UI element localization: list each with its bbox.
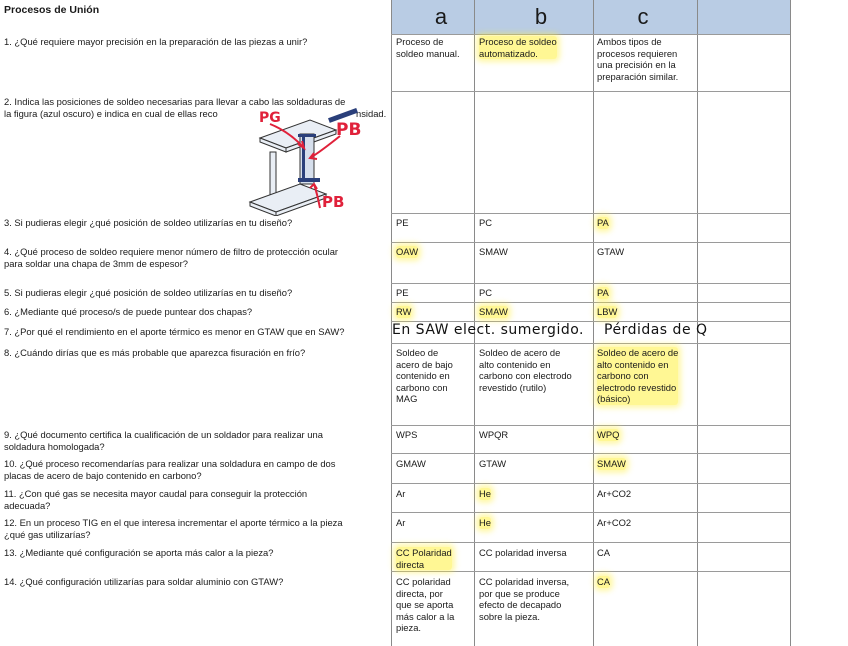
answer-12b: He [479, 517, 491, 528]
answer-11b: He [479, 488, 491, 499]
answer-3b: PC [479, 217, 493, 228]
grid-hline [391, 453, 790, 454]
grid-hline [391, 34, 790, 35]
question-3: 3. Si pudieras elegir ¿qué posición de soldeo utilizarías en tu diseño? [4, 217, 293, 228]
handwritten-answer-7: En SAW elect. sumergido. [392, 322, 584, 338]
grid-hline [391, 425, 790, 426]
question-2: 2. Indica las posiciones de soldeo necesarias para llevar a cabo las soldaduras de la figura (azul oscuro) e indica en cual de ellas reco [4, 96, 346, 119]
answer-4b: SMAW [479, 246, 508, 257]
column-header-b: b [534, 4, 548, 29]
answer-9b: WPQR [479, 429, 509, 440]
answer-4a: OAW [396, 246, 419, 257]
answer-10c: SMAW [597, 458, 626, 469]
answer-3c: PA [597, 217, 609, 228]
question-4: 4. ¿Qué proceso de soldeo requiere menor número de filtro de protección ocular para soldar una chapa de 3mm de espesor? [4, 246, 339, 269]
answer-12c: Ar+CO2 [597, 517, 632, 528]
answer-8c: Soldeo de acero de alto contenido en carbono con electrodo revestido (básico) [597, 347, 679, 405]
question-1: 1. ¿Qué requiere mayor precisión en la preparación de las piezas a unir? [4, 36, 308, 47]
answer-4c: GTAW [597, 246, 625, 257]
answer-1a: Proceso de soldeo manual. [396, 36, 460, 59]
answer-9c: WPQ [597, 429, 620, 440]
weld-bottom [298, 178, 320, 182]
question-13: 13. ¿Mediante qué configuración se aporta más calor a la pieza? [4, 547, 274, 558]
answer-9a: WPS [396, 429, 418, 440]
answer-10b: GTAW [479, 458, 507, 469]
label-pg: PG [259, 110, 281, 126]
answer-1c: Ambos tipos de procesos requieren una precisión en la preparación similar. [597, 36, 679, 82]
answer-8b: Soldeo de acero de alto contenido en carbono con electrodo revestido (rutilo) [479, 347, 572, 393]
answer-8a: Soldeo de acero de bajo contenido en carbono con MAG [396, 347, 453, 405]
answer-14a: CC polaridad directa, por que se aporta más calor a la pieza. [396, 576, 455, 634]
answer-6a: RW [396, 306, 412, 317]
grid-vline [593, 0, 594, 646]
question-9: 9. ¿Qué documento certifica la cualificación de un soldador para realizar una soldadura homologada? [4, 429, 323, 452]
grid-hline [391, 242, 790, 243]
label-pb-bottom: PB [322, 193, 345, 211]
weld-top [298, 134, 316, 137]
question-5: 5. Si pudieras elegir ¿qué posición de soldeo utilizarías en tu diseño? [4, 287, 293, 298]
answer-5b: PC [479, 287, 493, 298]
question-6: 6. ¿Mediante qué proceso/s de puede puntear dos chapas? [4, 306, 253, 317]
grid-hline [391, 542, 790, 543]
answer-10a: GMAW [396, 458, 426, 469]
grid-vline [790, 0, 791, 646]
question-12: 12. En un proceso TIG en el que interesa incrementar el aporte térmico a la pieza ¿qué gas utilizarías? [4, 517, 343, 540]
answer-14b: CC polaridad inversa, por que se produce efecto de decapado sobre la pieza. [479, 576, 570, 622]
answer-13b: CC polaridad inversa [479, 547, 567, 558]
answer-1b: Proceso de soldeo automatizado. [479, 36, 557, 59]
column-header-c: c [637, 4, 649, 29]
question-2-tail: nsidad. [356, 107, 387, 119]
answer-6c: LBW [597, 306, 618, 317]
question-7: 7. ¿Por qué el rendimiento en el aporte térmico es menor en GTAW que en SAW? [4, 326, 345, 337]
grid-hline [391, 91, 790, 92]
answer-6b: SMAW [479, 306, 508, 317]
grid-hline [391, 483, 790, 484]
question-11: 11. ¿Con qué gas se necesita mayor caudal para conseguir la protección adecuada? [4, 488, 308, 511]
grid-hline [391, 343, 790, 344]
answer-11c: Ar+CO2 [597, 488, 632, 499]
label-pb-top: PB [336, 120, 362, 140]
question-8: 8. ¿Cuándo dirías que es más probable que aparezca fisuración en frío? [4, 347, 306, 358]
answer-5c: PA [597, 287, 609, 298]
grid-hline [391, 283, 790, 284]
question-10: 10. ¿Qué proceso recomendarías para realizar una soldadura en campo de dos placas de acero de bajo contenido en carbono? [4, 458, 336, 481]
grid-hline [391, 512, 790, 513]
question-14: 14. ¿Qué configuración utilizarías para soldar aluminio con GTAW? [4, 576, 284, 587]
column-header-a: a [434, 4, 448, 29]
answer-14c: CA [597, 576, 611, 587]
answer-11a: Ar [396, 488, 406, 499]
handwritten-answer-7-b: Pérdidas de Q [604, 322, 708, 338]
answer-13a: CC Polaridad directa [396, 547, 452, 570]
answer-12a: Ar [396, 517, 406, 528]
answer-3a: PE [396, 217, 409, 228]
grid-hline [391, 213, 790, 214]
answer-13c: CA [597, 547, 611, 558]
answer-5a: PE [396, 287, 409, 298]
worksheet-title: Procesos de Unión [4, 4, 100, 16]
grid-hline [391, 302, 790, 303]
grid-hline [391, 571, 790, 572]
